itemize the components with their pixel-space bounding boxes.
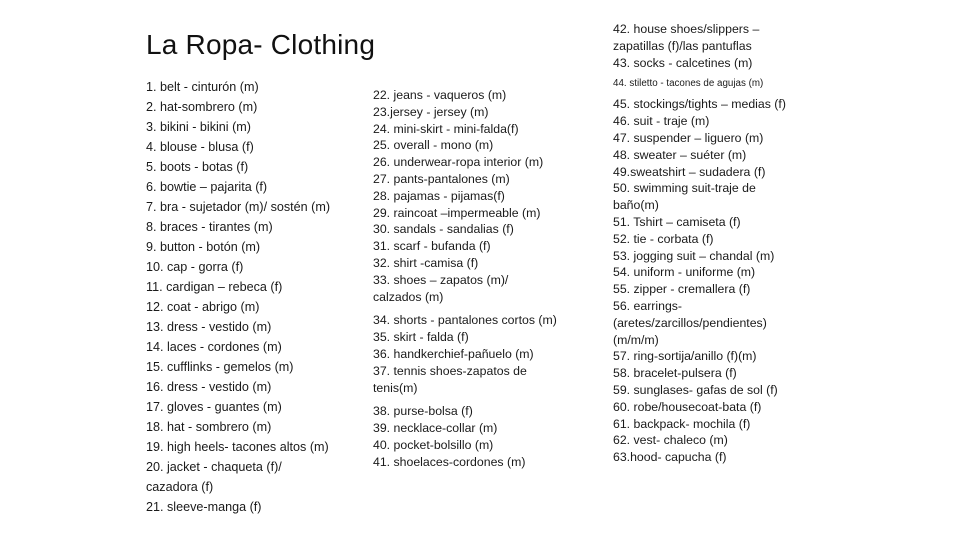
- list-item: 4. blouse - blusa (f): [146, 140, 254, 154]
- list-item: 5. boots - botas (f): [146, 160, 249, 174]
- list-item: 40. pocket-bolsillo (m): [373, 437, 494, 452]
- list-item-continuation: cazadora (f): [146, 480, 214, 494]
- list-item: 3. bikini - bikini (m): [146, 120, 251, 134]
- vocab-column-3: [613, 21, 818, 466]
- list-item: 62. vest- chaleco (m): [613, 433, 728, 448]
- list-item-small: 44. stiletto - tacones de agujas (m): [613, 78, 764, 90]
- list-item: 1. belt - cinturón (m): [146, 80, 259, 94]
- list-item: 52. tie - corbata (f): [613, 231, 714, 246]
- list-item-continuation: (aretes/zarcillos/pendientes): [613, 315, 767, 330]
- list-item: 46. suit - traje (m): [613, 114, 710, 129]
- list-item: 55. zipper - cremallera (f): [613, 282, 751, 297]
- list-item: 21. sleeve-manga (f): [146, 500, 262, 514]
- list-item: 15. cufflinks - gemelos (m): [146, 360, 294, 374]
- list-item: 17. gloves - guantes (m): [146, 400, 282, 414]
- list-item: 19. high heels- tacones altos (m): [146, 440, 329, 454]
- list-item: 30. sandals - sandalias (f): [373, 222, 514, 237]
- list-item: 8. braces - tirantes (m): [146, 220, 273, 234]
- list-item: 45. stockings/tights – medias (f): [613, 97, 786, 112]
- list-item: 29. raincoat –impermeable (m): [373, 205, 541, 220]
- list-item: 36. handkerchief-pañuelo (m): [373, 346, 534, 361]
- list-item: 7. bra - sujetador (m)/ sostén (m): [146, 200, 331, 214]
- list-item-continuation: tenis(m): [373, 380, 418, 395]
- list-item: 11. cardigan – rebeca (f): [146, 280, 283, 294]
- page-title: La Ropa- Clothing: [146, 29, 376, 60]
- list-item-continuation: zapatillas (f)/las pantuflas: [613, 38, 752, 53]
- list-item: 24. mini-skirt - mini-falda(f): [373, 121, 519, 136]
- list-item: 12. coat - abrigo (m): [146, 300, 260, 314]
- list-item: 56. earrings-: [613, 298, 683, 313]
- list-item: 51. Tshirt – camiseta (f): [613, 214, 741, 229]
- list-item: 26. underwear-ropa interior (m): [373, 155, 544, 170]
- list-item: 23.jersey - jersey (m): [373, 104, 489, 119]
- list-item-continuation: calzados (m): [373, 289, 444, 304]
- list-item: 18. hat - sombrero (m): [146, 420, 272, 434]
- list-item: 25. overall - mono (m): [373, 138, 494, 153]
- list-item: 60. robe/housecoat-bata (f): [613, 399, 762, 414]
- list-item: 31. scarf - bufanda (f): [373, 239, 491, 254]
- list-item-continuation: baño(m): [613, 198, 659, 213]
- list-item: 6. bowtie – pajarita (f): [146, 180, 268, 194]
- list-item-continuation: (m/m/m): [613, 332, 659, 347]
- list-item: 22. jeans - vaqueros (m): [373, 88, 507, 102]
- list-item: 63.hood- capucha (f): [613, 450, 727, 465]
- list-item: 39. necklace-collar (m): [373, 421, 498, 436]
- list-item: 14. laces - cordones (m): [146, 340, 282, 354]
- list-item: 59. sunglases- gafas de sol (f): [613, 382, 778, 397]
- list-item: 35. skirt - falda (f): [373, 330, 469, 345]
- list-item: 53. jogging suit – chandal (m): [613, 248, 775, 263]
- list-item: 48. sweater – suéter (m): [613, 147, 747, 162]
- vocab-column-1: [146, 77, 361, 517]
- list-item: 41. shoelaces-cordones (m): [373, 454, 526, 469]
- list-item: 54. uniform - uniforme (m): [613, 265, 756, 280]
- list-item: 28. pajamas - pijamas(f): [373, 188, 505, 203]
- list-item: 16. dress - vestido (m): [146, 380, 272, 394]
- list-item: 32. shirt -camisa (f): [373, 255, 479, 270]
- list-item: 9. button - botón (m): [146, 240, 261, 254]
- list-item: 2. hat-sombrero (m): [146, 100, 258, 114]
- list-item: 47. suspender – liguero (m): [613, 130, 764, 145]
- list-item: 34. shorts - pantalones cortos (m): [373, 313, 557, 328]
- list-item: 50. swimming suit-traje de: [613, 181, 756, 196]
- list-item: 38. purse-bolsa (f): [373, 404, 473, 419]
- list-item: 10. cap - gorra (f): [146, 260, 244, 274]
- list-item: 33. shoes – zapatos (m)/: [373, 272, 509, 287]
- vocab-column-2: [373, 87, 603, 471]
- list-item: 49.sweatshirt – sudadera (f): [613, 164, 766, 179]
- list-item: 20. jacket - chaqueta (f)/: [146, 460, 282, 474]
- list-item: 58. bracelet-pulsera (f): [613, 366, 737, 381]
- list-item: 37. tennis shoes-zapatos de: [373, 363, 527, 378]
- list-item: 57. ring-sortija/anillo (f)(m): [613, 349, 757, 364]
- list-item: 13. dress - vestido (m): [146, 320, 272, 334]
- list-item: 27. pants-pantalones (m): [373, 171, 510, 186]
- list-item: 43. socks - calcetines (m): [613, 55, 753, 70]
- list-item: 61. backpack- mochila (f): [613, 416, 751, 431]
- list-item: 42. house shoes/slippers –: [613, 22, 760, 36]
